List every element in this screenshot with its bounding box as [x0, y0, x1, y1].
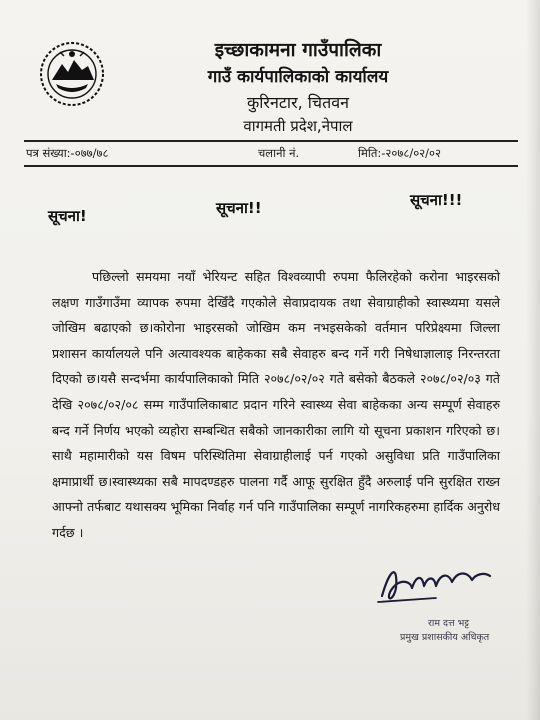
office-address: कुरिनटार, चितवन: [247, 93, 349, 112]
municipality-name: इच्छाकामना गाउँपालिका: [214, 39, 382, 61]
letter-date: मिति:-२०७८/०२/०२: [358, 146, 442, 160]
notice-heading-1: सूचना!: [48, 207, 87, 225]
signatory-name: राम दत्त भट्ट: [428, 618, 469, 629]
notice-heading-3: सूचना!!!: [410, 191, 463, 209]
page-edge-shadow: [526, 0, 540, 720]
signature: [376, 558, 494, 606]
notice-paragraph: पछिल्लो समयमा नयाँ भेरियन्ट सहित विश्वव्यापी रुपमा फैलिरहेको करोना भाइरसको लक्षण गाउँगाउँमा व्यापक रुपमा देखिँदै गएकोले सेवाप्रदायक तथा सेवाग्राहीको स्वास्थ्यमा यसले जोखिम बढाएको छ।कोरोना भाइरसको जोखिम कम नभइसकेको वर्तमान परिप्रेक्ष्यमा जिल्ला प्रशासन कार्यालयले पनि अत्यावश्यक बाहेकका सबै सेवाहरु बन्द गर्ने गरी निषेधाज्ञालाइ निरन्तरता दिएको छ।यसै सन्दर्भमा कार्यपालिकाको मिति २०७८/०२/०२ गते बसेको बैठकले २०७८/०२/०३ गते देखि २०७८/०२/०८ सम्म गाउँपालिकाबाट प्रदान गरिने स्वास्थ्य सेवा बाहेकका अन्य सम्पूर्ण सेवाहरु बन्द गर्ने निर्णय भएको व्यहोरा सम्बन्धित सबैको जानकारीका लागि यो सूचना प्रकाशन गरिएको छ।साथै महामारीको यस विषम परिस्थितिमा सेवाग्राहीलाई पर्न गएको असुविधा प्रति गाउँपालिका क्षमाप्रार्थी छ।स्वास्थ्यका सबै मापदण्डहरु पालना गर्दै आफू सुरक्षित हुँदै अरुलाई पनि सुरक्षित राख्न आफ्नो तर्फबाट यथासक्य भूमिका निर्वाह गर्न पनि गाउँपालिका सम्पूर्ण नागरिकहरुमा हार्दिक अनुरोध गर्दछ ।: [52, 269, 500, 540]
notice-body: [52, 264, 500, 546]
signatory-title: प्रमुख प्रशासकीय अधिकृत: [400, 632, 490, 643]
dispatch-number: चलानी नं.: [258, 146, 300, 160]
province-name: वागमती प्रदेश,नेपाल: [243, 117, 353, 135]
reference-row: [24, 143, 518, 165]
office-name: गाउँ कार्यपालिकाको कार्यालय: [207, 67, 389, 87]
header-divider: [24, 140, 518, 142]
letter-number: पत्र संख्या:-०७७/७८: [26, 146, 109, 160]
notice-heading-2: सूचना!!: [216, 199, 262, 217]
reference-divider: [24, 165, 518, 167]
